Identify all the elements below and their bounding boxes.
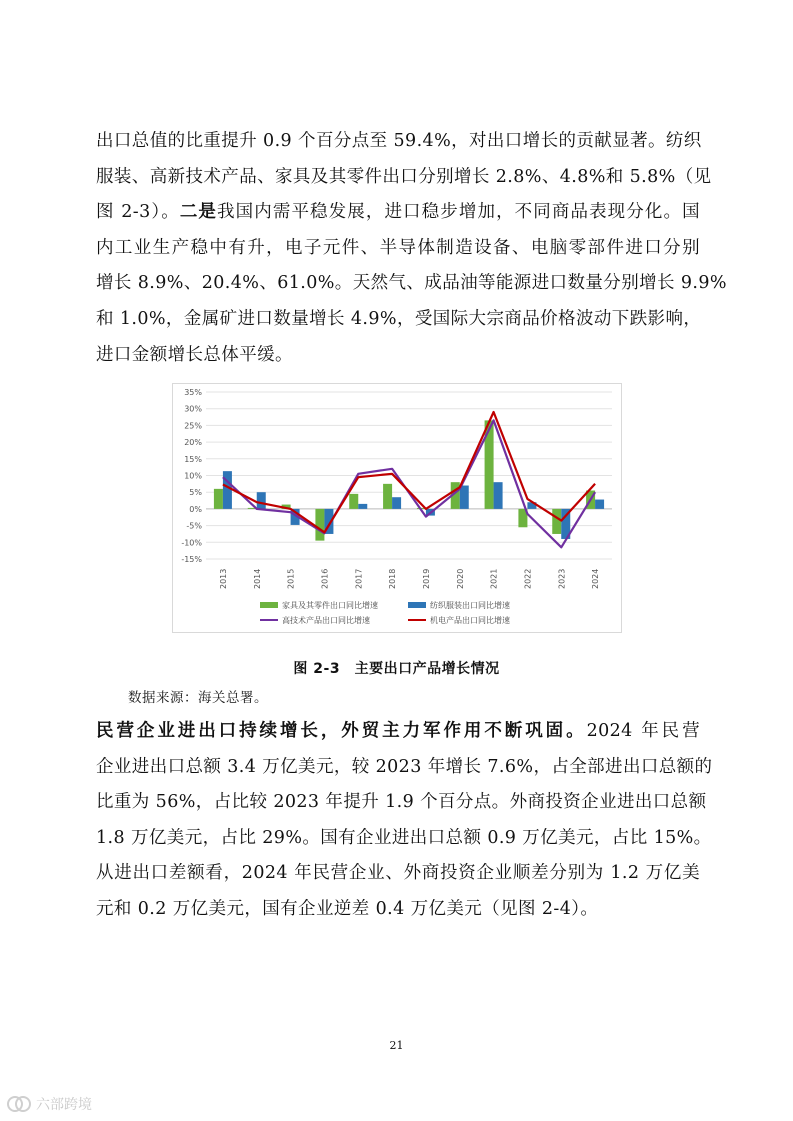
y-tick-label: 30% [184,404,202,414]
text-line: 企业进出口总额 3.4 万亿美元，较 2023 年增长 7.6%，占全部进出口总额的 [96,756,713,777]
text-line: 增长 8.9%、20.4%、61.0%。天然气、成品油等能源进口数量分别增长 9.9% [96,273,727,294]
text-line [96,714,700,750]
text-fragment: 2024 年民营 [586,721,700,741]
paragraph-export-products [96,124,727,373]
x-tick-label: 2017 [354,568,364,589]
paragraph-private-enterprises [96,714,713,928]
bar-textile [460,486,469,509]
x-tick-label: 2018 [388,568,398,589]
text-fragment: 图 2-3）。 [96,202,180,223]
text-fragment: 我国内需平稳发展，进口稳步增加，不同商品表现分化。国 [217,202,700,223]
bar-furniture [315,509,324,541]
legend-label: 纺织服装出口同比增速 [430,601,510,610]
y-tick-label: 5% [189,488,202,498]
text-line: 进口金额增长总体平缓。 [96,344,293,365]
bar-furniture [214,489,223,509]
x-tick-label: 2023 [557,568,567,589]
bar-textile [257,492,266,509]
text-line: 出口总值的比重提升 0.9 个百分点至 59.4%，对出口增长的贡献显著。纺织 [96,131,702,151]
x-tick-label: 2016 [320,568,330,589]
y-tick-label: -5% [186,521,202,531]
watermark-logo-icon [6,1095,32,1113]
legend-label: 高技术产品出口同比增速 [282,616,370,625]
text-line [96,195,700,231]
text-line: 内工业生产稳中有升，电子元件、半导体制造设备、电脑零部件进口分别 [96,237,700,258]
emphasis-text: 二是 [179,202,218,223]
text-line: 1.8 万亿美元，占比 29%。国有企业进出口总额 0.9 万亿美元，占比 15%。 [96,827,712,848]
paragraph-heading: 民营企业进出口持续增长，外贸主力军作用不断巩固。 [96,721,587,741]
watermark-text: 六部跨境 [36,1097,92,1113]
text-line: 服装、高新技术产品、家具及其零件出口分别增长 2.8%、4.8%和 5.8%（见 [96,166,712,187]
data-source: 数据来源：海关总署。 [128,690,268,706]
figure-caption: 图 2-3 主要出口产品增长情况 [293,661,500,677]
bar-furniture [383,484,392,509]
legend-swatch [260,602,278,608]
export-growth-chart [172,383,622,633]
x-tick-label: 2020 [455,568,465,589]
text-line: 和 1.0%，金属矿进口数量增长 4.9%，受国际大宗商品价格波动下跌影响， [96,308,702,329]
y-tick-label: 25% [184,421,202,431]
bar-textile [223,471,232,509]
x-tick-label: 2021 [489,568,499,589]
x-tick-label: 2019 [421,568,431,589]
text-line: 元和 0.2 万亿美元，国有企业逆差 0.4 万亿美元（见图 2-4）。 [96,898,599,919]
y-tick-label: 15% [184,454,202,464]
x-tick-label: 2013 [218,568,228,589]
text-line: 从进出口差额看，2024 年民营企业、外商投资企业顺差分别为 1.2 万亿美 [96,863,700,884]
x-tick-label: 2022 [523,568,533,589]
bar-furniture [349,494,358,509]
legend-label: 机电产品出口同比增速 [430,616,510,625]
chart-svg [172,383,622,633]
legend-label: 家具及其零件出口同比增速 [282,601,378,610]
y-tick-label: -15% [181,555,202,564]
x-tick-label: 2015 [286,568,296,589]
y-tick-label: 0% [189,504,202,514]
x-tick-label: 2014 [252,568,262,589]
y-tick-label: -10% [181,538,202,548]
y-tick-label: 20% [184,438,202,448]
bar-textile [392,497,401,509]
x-tick-label: 2024 [591,568,601,589]
bar-furniture [552,509,561,534]
bar-textile [358,504,367,509]
bar-textile [595,500,604,509]
bar-textile [494,482,503,509]
watermark [6,1094,92,1114]
text-line: 比重为 56%，占比较 2023 年提升 1.9 个百分点。外商投资企业进出口总额 [96,792,707,813]
y-tick-label: 10% [184,471,202,481]
legend-swatch [408,602,426,608]
page-number: 21 [389,1039,404,1052]
y-tick-label: 35% [184,388,202,397]
